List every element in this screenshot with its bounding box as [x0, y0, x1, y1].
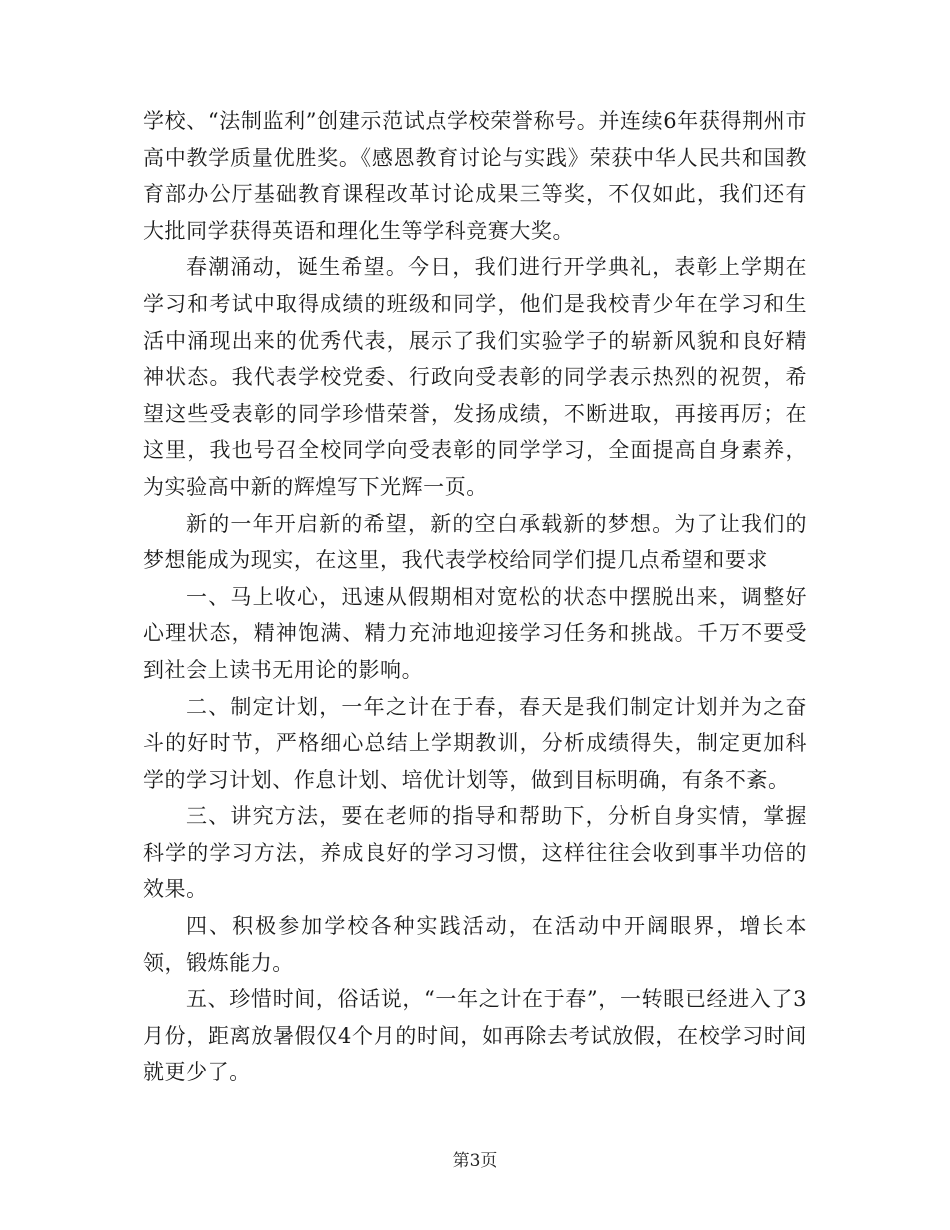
paragraph-new-year-wishes: 新的一年开启新的希望，新的空白承载新的梦想。为了让我们的梦想能成为现实，在这里，我代表学校给同学们提几点希望和要求	[143, 511, 807, 573]
paragraph-spring-hope: 春潮涌动，诞生希望。今日，我们进行开学典礼，表彰上学期在学习和考试中取得成绩的班级和同学，他们是我校青少年在学习和生活中涌现出来的优秀代表，展示了我们实验学子的崭新风貌和良好精神状态。我代表学校党委、行政向受表彰的同学表示热烈的祝贺，希望这些受表彰的同学珍惜荣誉，发扬成绩，不断进取，再接再厉；在这里，我也号召全校同学向受表彰的同学学习，全面提高自身素养，为实验高中新的辉煌写下光辉一页。	[143, 255, 807, 499]
paragraph-point-three: 三、讲究方法，要在老师的指导和帮助下，分析自身实情，掌握科学的学习方法，养成良好的学习习惯，这样往往会收到事半功倍的效果。	[143, 804, 807, 902]
paragraph-point-four: 四、积极参加学校各种实践活动，在活动中开阔眼界，增长本领，锻炼能力。	[143, 914, 807, 975]
paragraph-point-five: 五、珍惜时间，俗话说，“一年之计在于春”，一转眼已经进入了3月份，距离放暑假仅4个月的时间，如再除去考试放假，在校学习时间就更少了。	[143, 987, 807, 1085]
paragraph-point-two: 二、制定计划，一年之计在于春，春天是我们制定计划并为之奋斗的好时节，严格细心总结上学期教训，分析成绩得失，制定更加科学的学习计划、作息计划、培优计划等，做到目标明确，有条不紊。	[143, 694, 807, 792]
document-body	[143, 103, 807, 1091]
page-number: 第3页	[452, 1151, 498, 1171]
paragraph-school-honors: 学校、“法制监利”创建示范试点学校荣誉称号。并连续6年获得荆州市高中教学质量优胜奖。《感恩教育讨论与实践》荣获中华人民共和国教育部办公厅基础教育课程改革讨论成果三等奖，不仅如此，我们还有大批同学获得英语和理化生等学科竞赛大奖。	[143, 109, 807, 243]
paragraph-point-one: 一、马上收心，迅速从假期相对宽松的状态中摆脱出来，调整好心理状态，精神饱满、精力充沛地迎接学习任务和挑战。千万不要受到社会上读书无用论的影响。	[143, 584, 807, 682]
